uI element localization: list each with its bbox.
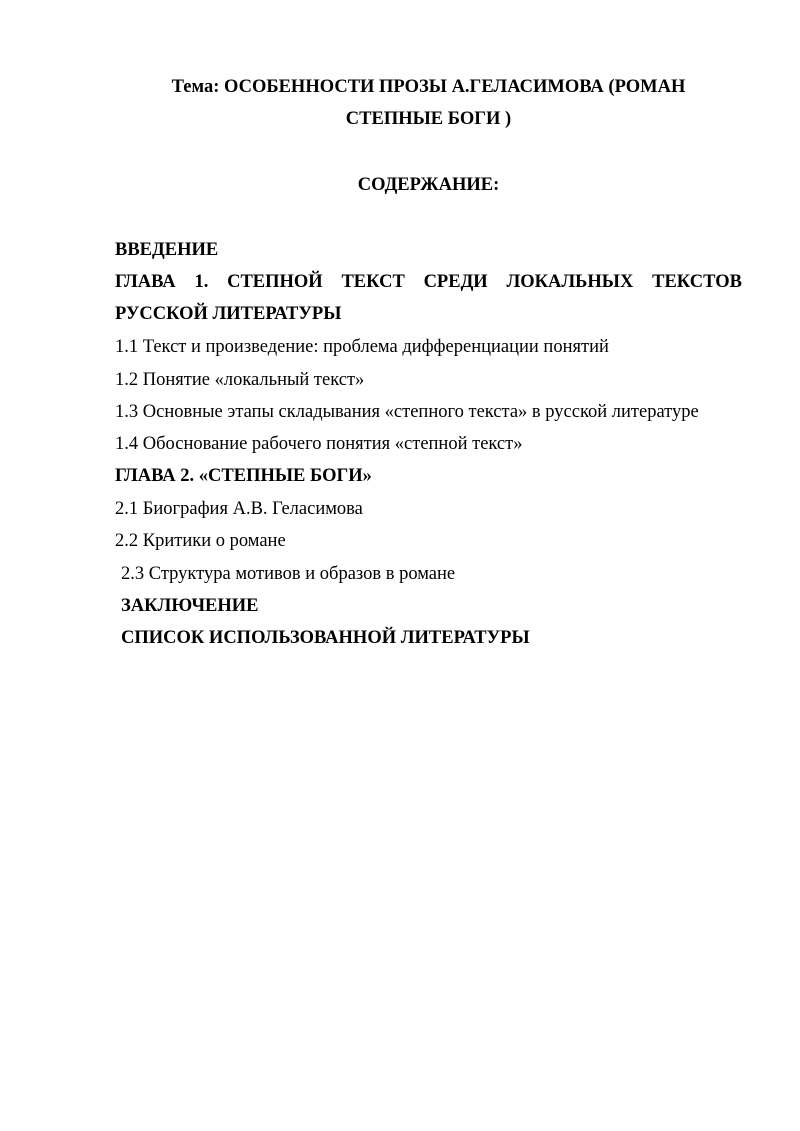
toc-chapter-1-heading-line-1 xyxy=(115,271,742,293)
toc-chapter-1-word: СТЕПНОЙ xyxy=(227,272,323,292)
toc-chapter-1-heading-line-2: РУССКОЙ ЛИТЕРАТУРЫ xyxy=(115,304,342,324)
toc-item-1-3: 1.3 Основные этапы складывания «степного текста» в русской литературе xyxy=(115,402,699,422)
toc-item-1-4: 1.4 Обоснование рабочего понятия «степной текст» xyxy=(115,434,523,454)
document-title-line-1: Тема: ОСОБЕННОСТИ ПРОЗЫ А.ГЕЛАСИМОВА (РОМАН xyxy=(171,77,686,97)
toc-item-2-2: 2.2 Критики о романе xyxy=(115,531,286,551)
toc-item-2-3: 2.3 Структура мотивов и образов в романе xyxy=(121,564,456,584)
toc-introduction: ВВЕДЕНИЕ xyxy=(115,240,219,260)
toc-conclusion: ЗАКЛЮЧЕНИЕ xyxy=(121,596,259,616)
toc-chapter-2-heading: ГЛАВА 2. «СТЕПНЫЕ БОГИ» xyxy=(115,466,372,486)
toc-item-1-2: 1.2 Понятие «локальный текст» xyxy=(115,370,365,390)
toc-item-2-1: 2.1 Биография А.В. Геласимова xyxy=(115,499,363,519)
toc-chapter-1-word: СРЕДИ xyxy=(423,272,488,292)
toc-chapter-1-word: ТЕКСТ xyxy=(341,272,405,292)
toc-item-1-1: 1.1 Текст и произведение: проблема дифференциации понятий xyxy=(115,337,609,357)
contents-heading: СОДЕРЖАНИЕ: xyxy=(357,175,500,195)
toc-chapter-1-word: 1. xyxy=(194,272,209,292)
toc-references: СПИСОК ИСПОЛЬЗОВАННОЙ ЛИТЕРАТУРЫ xyxy=(121,628,530,648)
document-title-line-2: СТЕПНЫЕ БОГИ ) xyxy=(345,109,512,129)
toc-chapter-1-word: ЛОКАЛЬНЫХ xyxy=(506,272,634,292)
toc-chapter-1-word: ГЛАВА xyxy=(115,272,176,292)
toc-chapter-1-word: ТЕКСТОВ xyxy=(652,272,742,292)
